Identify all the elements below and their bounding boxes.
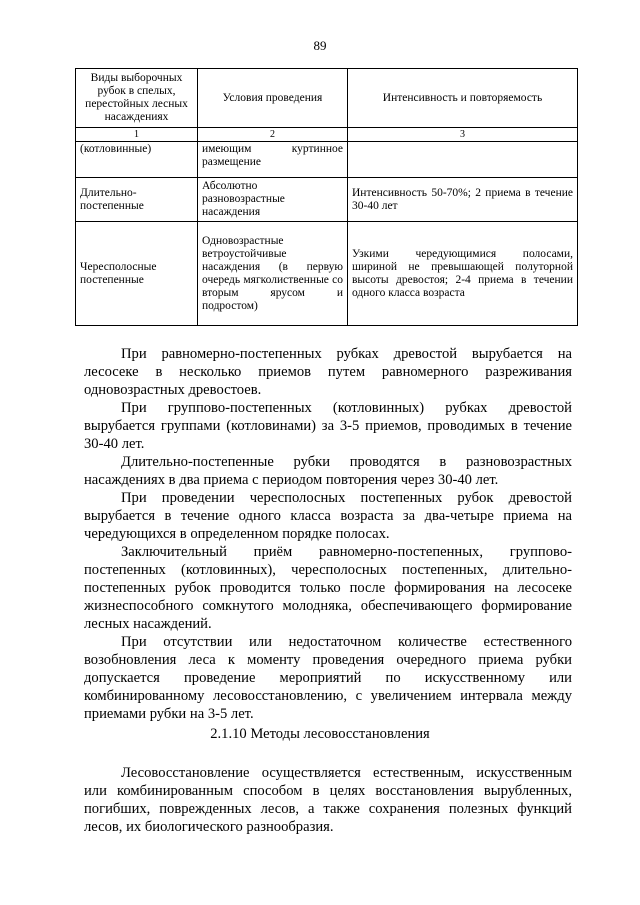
table-row bbox=[76, 142, 578, 178]
table-cell bbox=[348, 142, 578, 178]
table-cell: Длительно-постепенные bbox=[76, 178, 198, 222]
section-title: 2.1.10 Методы лесовосстановления bbox=[210, 726, 430, 742]
column-number: 2 bbox=[198, 128, 348, 142]
body-text bbox=[84, 345, 572, 723]
table-cell: (котловинные) bbox=[76, 142, 198, 178]
paragraph: Длительно-постепенные рубки проводятся в разновозрастных насаждениях в два приема с периодом повторения через 30-40 лет. bbox=[84, 454, 572, 488]
table-cell: Одновозрастные ветроустойчивые насаждения (в первую очередь мягколиственные со вторым ярусом и подростом) bbox=[198, 222, 348, 326]
page-number: 89 bbox=[313, 38, 327, 53]
paragraph: Лесовосстановление осуществляется естественным, искусственным или комбинированным способом в целях восстановления вырубленных, погибших, поврежденных лесов, а также сохранения полезных функций лесов, их биологического разнообразия. bbox=[84, 765, 572, 835]
column-number: 3 bbox=[348, 128, 578, 142]
paragraph: При группово-постепенных (котловинных) рубках древостой вырубается группами (котловинами) за 3-5 приемов, проводимых в течение 30-40 лет. bbox=[84, 400, 572, 452]
table-cell: Абсолютно разновозрастные насаждения bbox=[198, 178, 348, 222]
table-cell: Интенсивность 50-70%; 2 приема в течение 30-40 лет bbox=[348, 178, 578, 222]
paragraph: При равномерно-постепенных рубках древостой вырубается на лесосеке в несколько приемов путем равномерного разреживания одновозрастных древостоев. bbox=[84, 346, 572, 398]
table-header-row bbox=[76, 69, 578, 128]
table-header-cell: Интенсивность и повторяемость bbox=[348, 69, 578, 128]
column-number: 1 bbox=[76, 128, 198, 142]
section-body bbox=[84, 764, 572, 836]
table-row bbox=[76, 222, 578, 326]
paragraph: При отсутствии или недостаточном количестве естественного возобновления леса к моменту проведения очередного приема рубки допускается проведение мероприятий по искусственному или комбинированному лесовосстановлению, с увеличением интервала между приемами рубки на 3-5 лет. bbox=[84, 634, 572, 722]
table-header-cell: Условия проведения bbox=[198, 69, 348, 128]
table-cell: Чересполосные постепенные bbox=[76, 222, 198, 326]
paragraph: Заключительный приём равномерно-постепенных, группово-постепенных (котловинных), чересполосных постепенных, длительно-постепенных рубок проводится только после формирования на лесосеке жизнеспособного сомкнутого молодняка, обеспечивающего формирование лесных насаждений. bbox=[84, 544, 572, 632]
table-header-cell: Виды выборочных рубок в спелых, перестойных лесных насаждениях bbox=[76, 69, 198, 128]
table-column-numbers-row bbox=[76, 128, 578, 142]
table-cell: имеющим куртинное размещение bbox=[198, 142, 348, 178]
felling-table bbox=[75, 68, 578, 326]
paragraph: При проведении чересполосных постепенных рубок древостой вырубается в течение одного класса возраста за два-четыре приема на чередующихся в определенном порядке полосах. bbox=[84, 490, 572, 542]
table-row bbox=[76, 178, 578, 222]
table-cell: Узкими чередующимися полосами, шириной не превышающей полуторной высоты древостоя; 2-4 приема в течении одного класса возраста bbox=[348, 222, 578, 326]
